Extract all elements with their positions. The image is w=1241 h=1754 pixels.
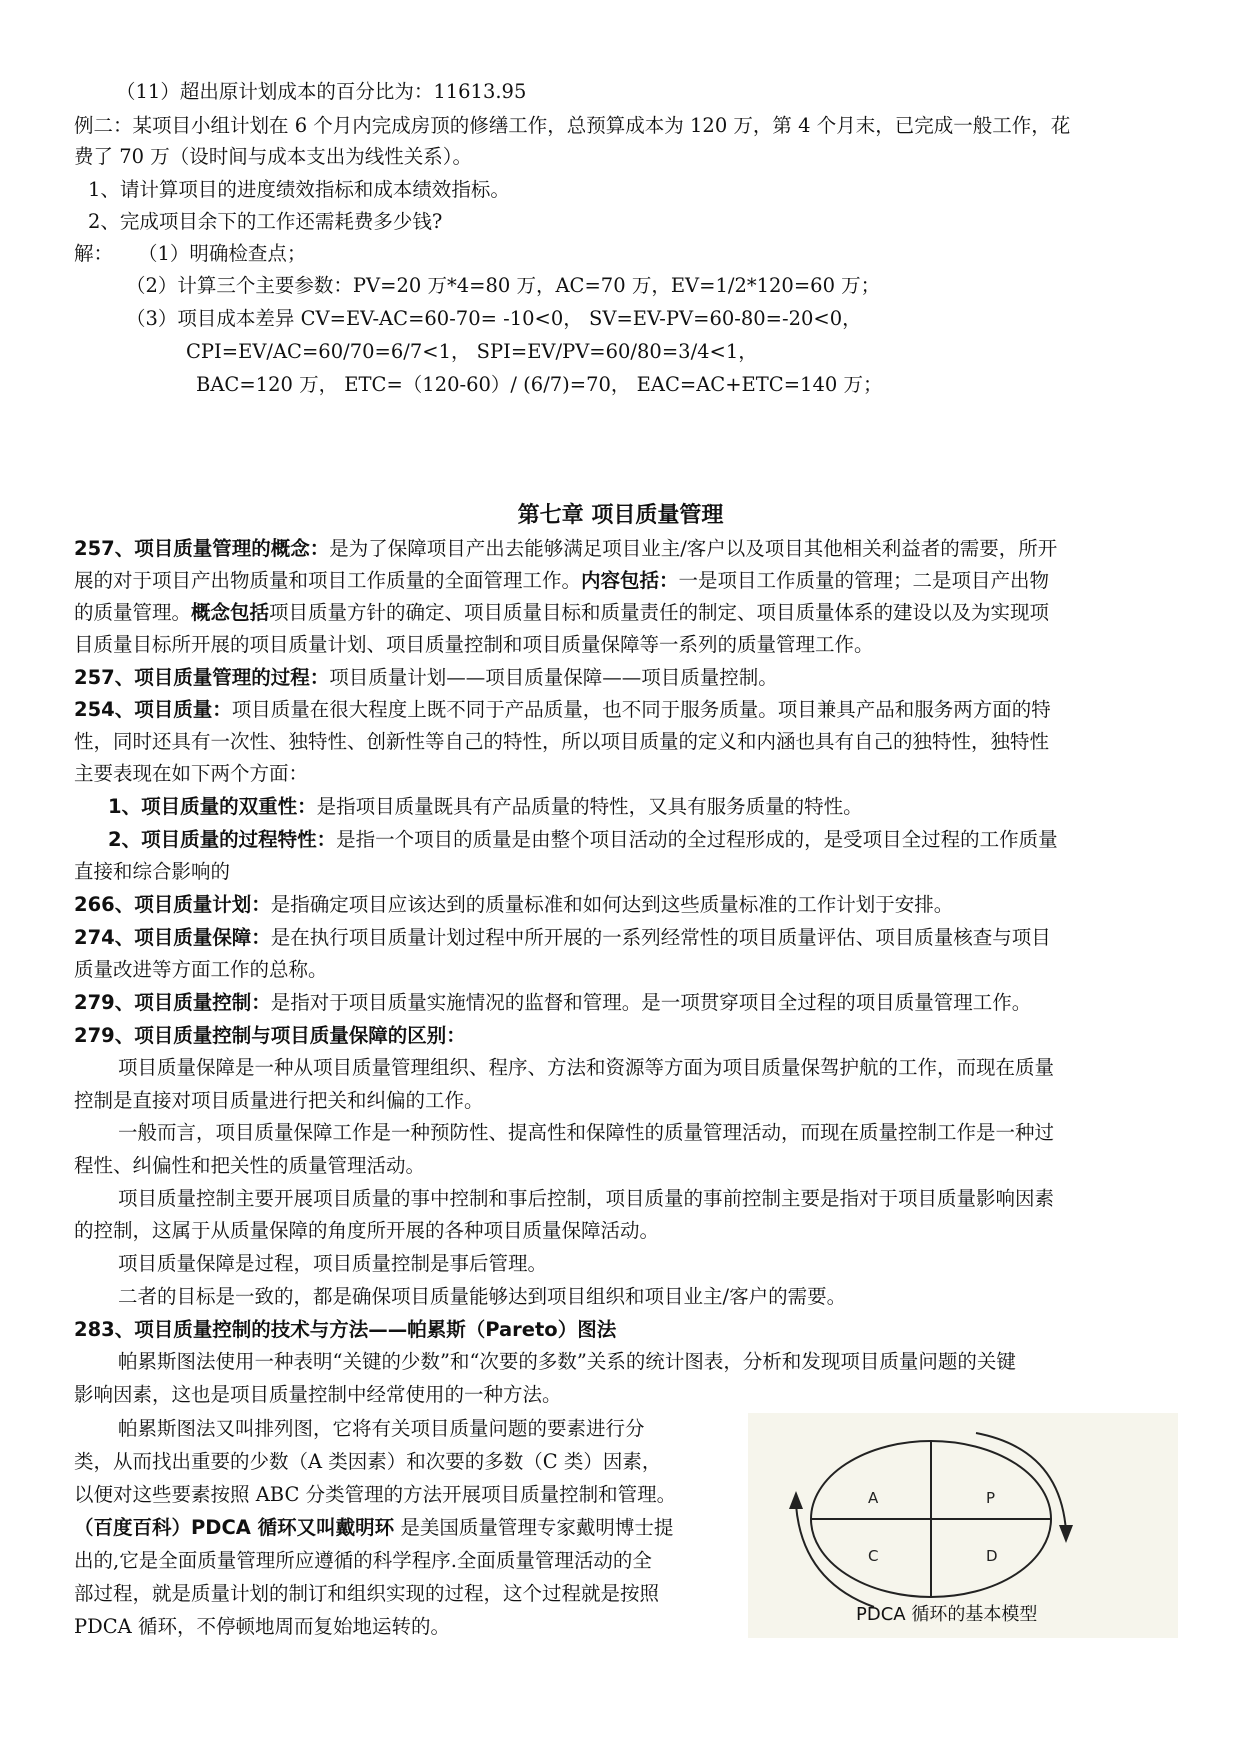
concept-line-3	[74, 597, 1049, 628]
pareto-p2-line-3: 以便对这些要素按照 ABC 分类管理的方法开展项目质量控制和管理。	[74, 1483, 677, 1506]
diff-p3-line-1: 项目质量控制主要开展项目质量的事中控制和事后控制，项目质量的事前控制主要是指对于项目质量影响因素	[118, 1187, 1055, 1210]
assure-line-2: 质量改进等方面工作的总称。	[74, 958, 328, 981]
control-text: 是指对于项目质量实施情况的监督和管理。是一项贯穿项目全过程的项目质量管理工作。	[270, 991, 1032, 1014]
process-text: 项目质量计划——项目质量保障——项目质量控制。	[329, 666, 778, 689]
example-result-line: （11）超出原计划成本的百分比为：11613.95	[116, 80, 527, 103]
concept-heading: 257、项目质量管理的概念：	[74, 537, 330, 560]
assure-line-1	[74, 922, 1051, 953]
pareto-p2-line-2: 类，从而找出重要的少数（A 类因素）和次要的多数（C 类）因素，	[74, 1450, 662, 1473]
quality-heading: 254、项目质量：	[74, 698, 232, 721]
concept-text-1: 是为了保障项目产出去能够满足项目业主/客户以及项目其他相关利益者的需要，所开	[329, 537, 1058, 560]
diff-p2-line-1: 一般而言，项目质量保障工作是一种预防性、提高性和保障性的质量管理活动，而现在质量控制工作是一种过	[118, 1121, 1055, 1144]
pdca-text-1: 是美国质量管理专家戴明博士提	[400, 1516, 674, 1539]
diff-p1-line-2: 控制是直接对项目质量进行把关和纠偏的工作。	[74, 1089, 484, 1112]
pdca-clockwise-arc-left	[796, 1505, 874, 1607]
concept-include-heading: 概念包括	[191, 601, 270, 624]
procchar-text-1: 是指一个项目的质量是由整个项目活动的全过程形成的，是受项目全过程的工作质量	[336, 828, 1058, 851]
concept-line-1	[74, 533, 1057, 564]
diff-p2-line-2: 程性、纠偏性和把关性的质量管理活动。	[74, 1154, 426, 1177]
plan-heading: 266、项目质量计划：	[74, 893, 271, 916]
pdca-line-3: 部过程，就是质量计划的制订和组织实现的过程，这个过程就是按照	[74, 1582, 660, 1605]
diff-p4-line: 项目质量保障是过程，项目质量控制是事后管理。	[118, 1252, 548, 1275]
quality-line-3: 主要表现在如下两个方面：	[74, 762, 309, 785]
solution-step-2: （2）计算三个主要参数：PV=20 万*4=80 万，AC=70 万，EV=1/2*120=60 万；	[126, 274, 881, 297]
dual-line	[108, 791, 863, 822]
pdca-line-4: PDCA 循环，不停顿地周而复始地运转的。	[74, 1615, 450, 1638]
diff-heading: 279、项目质量控制与项目质量保障的区别：	[74, 1024, 466, 1047]
quality-line-2: 性，同时还具有一次性、独特性、创新性等自己的特性，所以项目质量的定义和内涵也具有自己的独特性，独特性	[74, 730, 1050, 753]
quality-text-1: 项目质量在很大程度上既不同于产品质量，也不同于服务质量。项目兼具产品和服务两方面的特	[231, 698, 1051, 721]
pdca-arrow-up-icon	[789, 1491, 803, 1509]
control-line	[74, 987, 1031, 1018]
question-2: 2、完成项目余下的工作还需耗费多少钱?	[88, 210, 443, 233]
pareto-p1-line-1: 帕累斯图法使用一种表明“关键的少数”和“次要的多数”关系的统计图表，分析和发现项目质量问题的关键	[118, 1350, 1016, 1373]
pdca-clockwise-arc-right	[976, 1433, 1066, 1531]
diff-p3-line-2: 的控制，这属于从质量保障的角度所开展的各种项目质量保障活动。	[74, 1219, 660, 1242]
pdca-arrow-down-icon	[1059, 1525, 1073, 1543]
concept-content-heading: 内容包括：	[581, 569, 679, 592]
process-line	[74, 662, 778, 693]
pdca-label-p: P	[986, 1489, 996, 1507]
concept-text-2c: 一是项目工作质量的管理；二是项目产出物	[678, 569, 1050, 592]
pdca-cycle-figure	[748, 1413, 1178, 1638]
concept-text-3a: 的质量管理。	[74, 601, 192, 624]
solution-label: 解：	[74, 242, 114, 265]
diff-p5-line: 二者的目标是一致的，都是确保项目质量能够达到项目组织和项目业主/客户的需要。	[118, 1285, 847, 1308]
pdca-line-1	[74, 1512, 673, 1543]
pareto-p2-line-1: 帕累斯图法又叫排列图，它将有关项目质量问题的要素进行分	[118, 1417, 645, 1440]
concept-text-3c: 项目质量方针的确定、项目质量目标和质量责任的制定、项目质量体系的建设以及为实现项	[269, 601, 1050, 624]
example-two-line-2: 费了 70 万（设时间与成本支出为线性关系）。	[74, 145, 472, 168]
solution-step-1: （1）明确检查点；	[138, 242, 307, 265]
assure-heading: 274、项目质量保障：	[74, 926, 271, 949]
pareto-p1-line-2: 影响因素，这也是项目质量控制中经常使用的一种方法。	[74, 1383, 562, 1406]
assure-text-1: 是在执行项目质量计划过程中所开展的一系列经常性的项目质量评估、项目质量核查与项目	[270, 926, 1051, 949]
example-two-line-1: 例二：某项目小组计划在 6 个月内完成房顶的修缮工作，总预算成本为 120 万，第 4 个月末，已完成一般工作，花	[74, 114, 1071, 137]
process-heading: 257、项目质量管理的过程：	[74, 666, 330, 689]
quality-line-1	[74, 694, 1051, 725]
concept-line-4: 目质量目标所开展的项目质量计划、项目质量控制和项目质量保障等一系列的质量管理工作。	[74, 633, 874, 656]
pdca-figure-caption: PDCA 循环的基本模型	[856, 1604, 1038, 1625]
concept-text-2a: 展的对于项目产出物质量和项目工作质量的全面管理工作。	[74, 569, 582, 592]
procchar-line-2: 直接和综合影响的	[74, 860, 231, 883]
pdca-label-a: A	[868, 1489, 879, 1507]
pareto-heading: 283、项目质量控制的技术与方法——帕累斯（Pareto）图法	[74, 1318, 617, 1341]
pdca-heading: （百度百科）PDCA 循环又叫戴明环	[74, 1516, 395, 1539]
solution-step-5: BAC=120 万， ETC=（120-60）/ (6/7)=70， EAC=AC+ETC=140 万；	[196, 373, 883, 396]
diff-p1-line-1: 项目质量保障是一种从项目质量管理组织、程序、方法和资源等方面为项目质量保驾护航的工作，而现在质量	[118, 1056, 1055, 1079]
dual-text: 是指项目质量既具有产品质量的特性，又具有服务质量的特性。	[316, 795, 863, 818]
pdca-line-2: 出的,它是全面质量管理所应遵循的科学程序.全面质量管理活动的全	[74, 1549, 652, 1572]
procchar-line-1	[108, 824, 1058, 855]
plan-text: 是指确定项目应该达到的质量标准和如何达到这些质量标准的工作计划于安排。	[270, 893, 954, 916]
pdca-label-d: D	[986, 1547, 998, 1565]
pdca-label-c: C	[868, 1547, 879, 1565]
question-1: 1、请计算项目的进度绩效指标和成本绩效指标。	[88, 178, 510, 201]
procchar-heading: 2、项目质量的过程特性：	[108, 828, 337, 851]
plan-line	[74, 889, 953, 920]
chapter-title: 第七章 项目质量管理	[517, 503, 724, 528]
solution-step-3: （3）项目成本差异 CV=EV-AC=60-70= -10<0， SV=EV-PV=60-80=-20<0，	[126, 307, 862, 330]
dual-heading: 1、项目质量的双重性：	[108, 795, 317, 818]
concept-line-2	[74, 565, 1049, 596]
control-heading: 279、项目质量控制：	[74, 991, 271, 1014]
solution-step-4: CPI=EV/AC=60/70=6/7<1， SPI=EV/PV=60/80=3/4<1，	[186, 340, 758, 363]
